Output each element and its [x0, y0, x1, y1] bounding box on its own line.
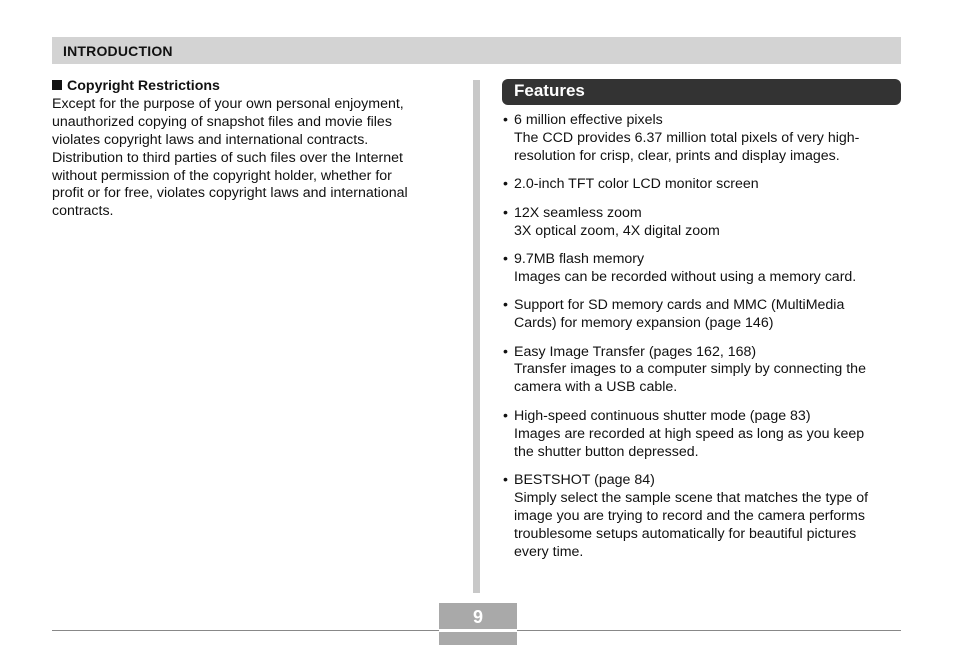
page-box-divider	[439, 629, 517, 632]
features-header-bar	[502, 79, 901, 105]
bullet-icon: •	[503, 407, 508, 424]
feature-detail: Images are recorded at high speed as long as you keep the shutter button depressed.	[514, 425, 865, 460]
page-number: 9	[472, 607, 483, 627]
list-item	[502, 344, 901, 398]
copyright-heading	[52, 78, 462, 96]
list-item	[502, 112, 901, 166]
section-label: INTRODUCTION	[63, 43, 173, 59]
list-item	[502, 472, 901, 562]
bullet-icon: •	[503, 343, 508, 360]
feature-detail: Transfer images to a computer simply by connecting the camera with a USB cable.	[514, 361, 866, 396]
list-item	[502, 408, 901, 462]
feature-detail: Simply select the sample scene that matches the type of image you are trying to record and the camera performs troublesome setups automatically for beautiful pictures every time.	[514, 489, 869, 560]
bullet-icon: •	[503, 472, 508, 488]
page-number-box	[439, 603, 517, 645]
copyright-body: Except for the purpose of your own personal enjoyment, unauthorized copying of snapshot files and movie files violates copyright laws and international contracts. Distribution to third parties of such files over the Internet without permission of the copyright holder, whether for profit or for free, violates copyright laws and international contracts.	[52, 95, 408, 220]
bullet-icon: •	[503, 176, 508, 193]
list-item	[502, 205, 901, 241]
square-bullet-icon	[52, 80, 62, 90]
bullet-icon: •	[503, 250, 508, 267]
feature-title: High-speed continuous shutter mode (page 83)	[514, 407, 811, 424]
feature-title: 2.0-inch TFT color LCD monitor screen	[514, 176, 759, 193]
feature-detail: Images can be recorded without using a memory card.	[514, 268, 857, 285]
list-item	[502, 176, 901, 194]
feature-title: 12X seamless zoom	[514, 204, 642, 221]
list-item	[502, 251, 901, 287]
copyright-heading-text: Copyright Restrictions	[67, 78, 220, 94]
feature-title: 9.7MB flash memory	[514, 250, 645, 267]
feature-title: Support for SD memory cards and MMC (MultiMedia Cards) for memory expansion (page 146)	[514, 297, 845, 332]
feature-detail: The CCD provides 6.37 million total pixels of very high- resolution for crisp, clear, prints and display images.	[514, 129, 860, 164]
feature-title: 6 million effective pixels	[514, 112, 663, 128]
feature-detail: 3X optical zoom, 4X digital zoom	[514, 222, 720, 239]
bullet-icon: •	[503, 204, 508, 221]
list-item	[502, 297, 901, 333]
bullet-icon: •	[503, 297, 508, 314]
feature-title: Easy Image Transfer (pages 162, 168)	[514, 343, 757, 360]
features-title: Features	[514, 81, 585, 100]
feature-title: BESTSHOT (page 84)	[514, 472, 655, 488]
features-list	[502, 112, 901, 572]
copyright-section	[52, 78, 462, 221]
bullet-icon: •	[503, 112, 508, 128]
column-divider	[473, 80, 480, 593]
section-header-bar	[52, 37, 901, 64]
